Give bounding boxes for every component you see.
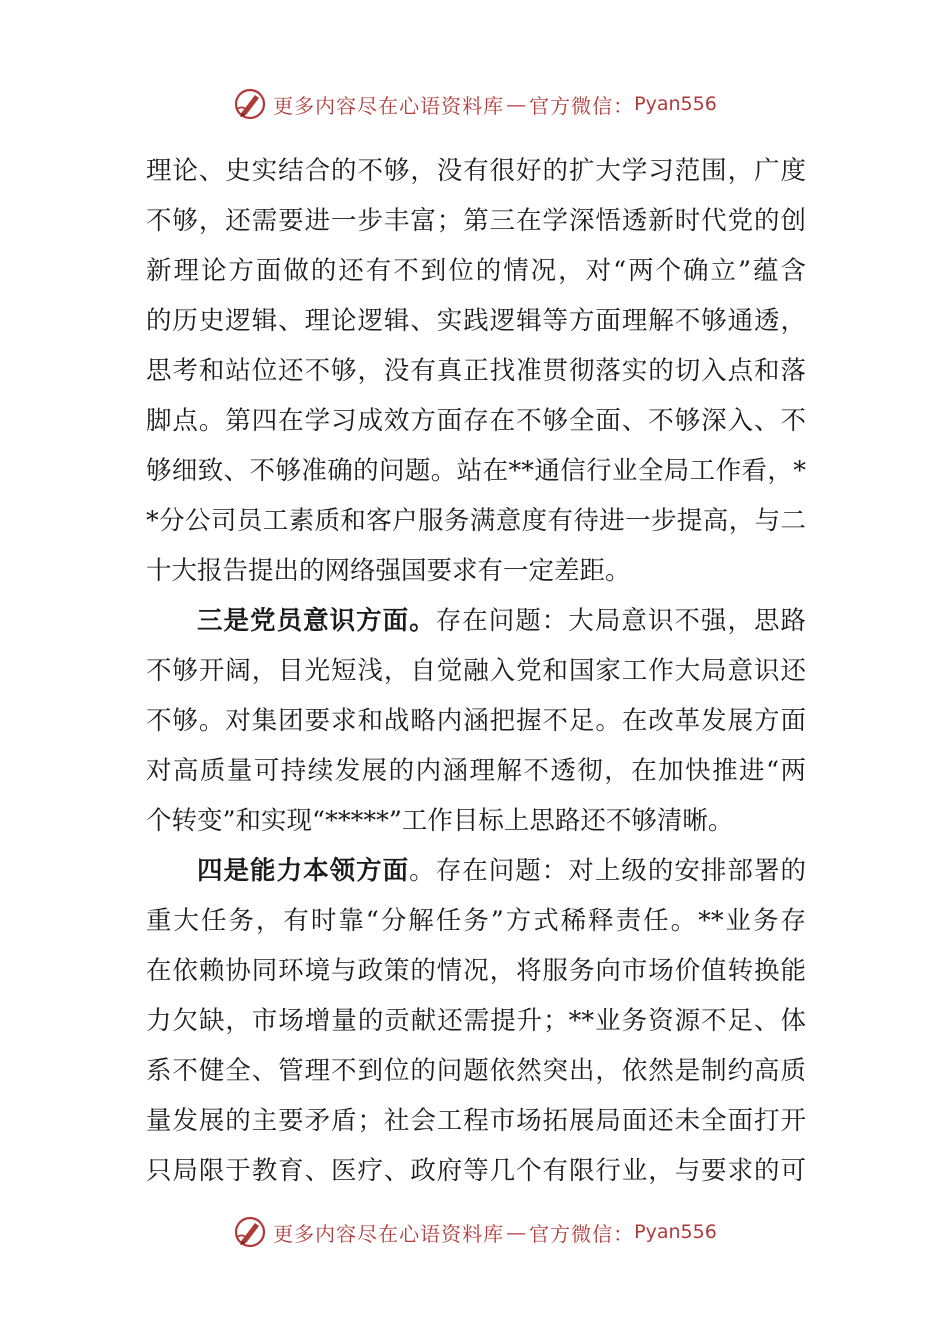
paragraph-line: 思考和站位还不够，没有真正找准贯彻落实的切入点和落	[146, 356, 806, 386]
banner-wechat-label: 官方微信：	[529, 1221, 635, 1246]
section-three-first-line	[146, 596, 806, 646]
banner-wechat-id: Pyan556	[634, 93, 717, 115]
banner-wechat-label: 官方微信：	[529, 93, 635, 118]
document-body	[146, 146, 806, 1196]
section-heading-party-awareness: 三是党员意识方面。	[197, 606, 436, 636]
paragraph-line: *分公司员工素质和客户服务满意度有待进一步提高，与二	[146, 506, 806, 536]
banner-separator: —	[506, 1220, 528, 1244]
pen-circle-logo-icon	[233, 87, 267, 121]
paragraph-text: 存在问题：大局意识不强，思路	[435, 606, 806, 636]
paragraph-line: 新理论方面做的还有不到位的情况，对“两个确立”蕴含	[146, 256, 806, 286]
paragraph-line: 系不健全、管理不到位的问题依然突出，依然是制约高质	[146, 1056, 806, 1086]
paragraph-line: 在依赖协同环境与政策的情况，将服务向市场价值转换能	[146, 956, 806, 986]
paragraph-line: 重大任务，有时靠“分解任务”方式稀释责任。**业务存	[146, 906, 806, 936]
paragraph-line: 不够开阔，目光短浅，自觉融入党和国家工作大局意识还	[146, 656, 806, 686]
paragraph-line: 个转变”和实现“*****”工作目标上思路还不够清晰。	[146, 806, 734, 836]
paragraph-line: 量发展的主要矛盾；社会工程市场拓展局面还未全面打开	[146, 1106, 806, 1136]
banner-main-text: 更多内容尽在心语资料库	[273, 1221, 505, 1246]
footer-banner	[0, 1212, 950, 1252]
paragraph-line: 对高质量可持续发展的内涵理解不透彻，在加快推进“两	[146, 756, 806, 786]
paragraph-line: 力欠缺，市场增量的贡献还需提升；**业务资源不足、体	[146, 1006, 806, 1036]
banner-main-text: 更多内容尽在心语资料库	[273, 93, 505, 118]
paragraph-line: 不够。对集团要求和战略内涵把握不足。在改革发展方面	[146, 706, 806, 736]
paragraph-line: 理论、史实结合的不够，没有很好的扩大学习范围，广度	[146, 156, 806, 186]
pen-circle-logo-icon	[233, 1215, 267, 1249]
banner-separator: —	[506, 92, 528, 116]
paragraph-line: 够细致、不够准确的问题。站在**通信行业全局工作看，*	[146, 456, 806, 486]
section-heading-capability: 四是能力本领方面	[197, 856, 410, 886]
paragraph-line: 脚点。第四在学习成效方面存在不够全面、不够深入、不	[146, 406, 806, 436]
paragraph-line: 十大报告提出的网络强国要求有一定差距。	[146, 556, 631, 586]
header-banner	[0, 84, 950, 124]
section-four-first-line	[146, 846, 806, 896]
paragraph-text: 。存在问题：对上级的安排部署的	[409, 856, 806, 886]
paragraph-line: 不够，还需要进一步丰富；第三在学深悟透新时代党的创	[146, 206, 806, 236]
paragraph-line: 只局限于教育、医疗、政府等几个有限行业，与要求的可	[146, 1156, 806, 1186]
banner-wechat-id: Pyan556	[634, 1221, 717, 1243]
paragraph-line: 的历史逻辑、理论逻辑、实践逻辑等方面理解不够通透，	[146, 306, 806, 336]
